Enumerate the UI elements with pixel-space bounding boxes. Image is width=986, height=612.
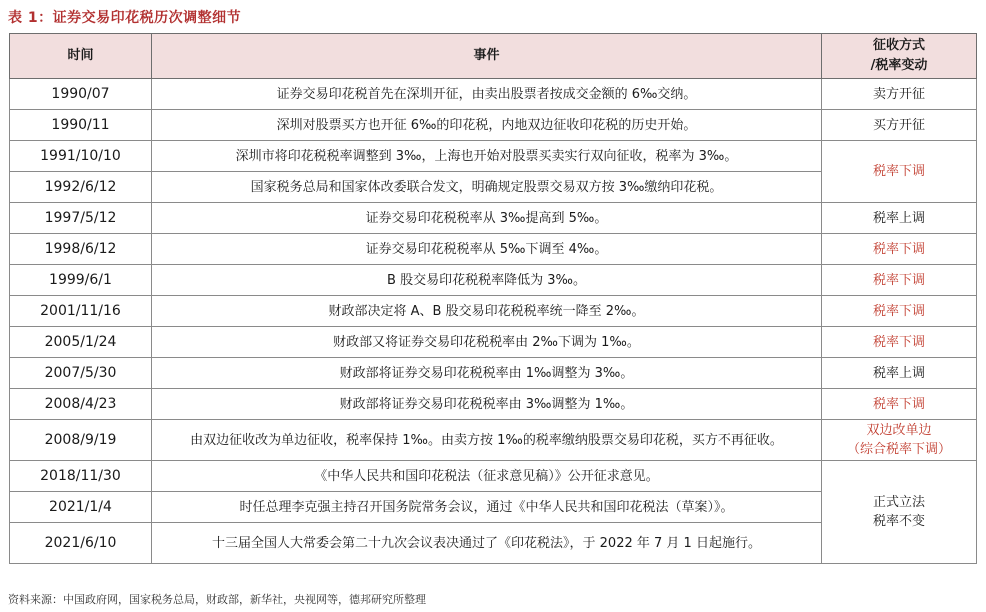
row-event: 《中华人民共和国印花税法（征求意见稿）》公开征求意见。 <box>152 461 822 492</box>
row-event: 财政部将证券交易印花税税率由 1‰调整为 3‰。 <box>152 358 822 389</box>
row-event-text: 由双边征收改为单边征收，税率保持 1‰。由卖方按 1‰的税率缴纳股票交易印花税，买方不再征收。 <box>190 432 783 448</box>
row-date: 2001/11/16 <box>10 296 152 327</box>
row-change-line2: 税率不变 <box>872 514 925 529</box>
row-change-line1: 双边改单边 <box>866 423 932 438</box>
row-change: 税率下调 <box>822 265 977 296</box>
row-event: 证券交易印花税首先在深圳开征，由卖出股票者按成交金额的 6‰交纳。 <box>152 79 822 110</box>
table-row <box>10 420 977 461</box>
source-note: 资料来源：中国政府网，国家税务总局，财政部，新华社，央视网等，德邦研究所整理 <box>8 593 426 606</box>
row-date: 2021/1/4 <box>10 492 152 523</box>
row-change: 税率下调 <box>822 234 977 265</box>
table-row <box>10 327 977 358</box>
row-date: 1997/5/12 <box>10 203 152 234</box>
header-method-line1: 征收方式 <box>872 38 925 53</box>
row-date: 1991/10/10 <box>10 141 152 172</box>
header-method-line2: /税率变动 <box>870 58 928 73</box>
row-change-line2: （综合税率下调） <box>846 442 951 457</box>
row-event: 深圳市将印花税税率调整到 3‰，上海也开始对股票买卖实行双向征收，税率为 3‰。 <box>152 141 822 172</box>
row-date: 2005/1/24 <box>10 327 152 358</box>
row-date: 1998/6/12 <box>10 234 152 265</box>
row-change: 卖方开征 <box>822 79 977 110</box>
row-change: 税率上调 <box>822 203 977 234</box>
table-row <box>10 110 977 141</box>
table-row <box>10 296 977 327</box>
row-event: 证券交易印花税税率从 3‰提高到 5‰。 <box>152 203 822 234</box>
row-change: 税率下调 <box>822 296 977 327</box>
row-date: 2007/5/30 <box>10 358 152 389</box>
row-event: 证券交易印花税税率从 5‰下调至 4‰。 <box>152 234 822 265</box>
table-row <box>10 79 977 110</box>
stamp-tax-table <box>9 33 977 564</box>
row-event: 财政部决定将 A、B 股交易印花税税率统一降至 2‰。 <box>152 296 822 327</box>
header-row <box>10 34 977 79</box>
table-row <box>10 389 977 420</box>
row-change <box>822 461 977 564</box>
row-change: 买方开征 <box>822 110 977 141</box>
row-change: 税率下调 <box>822 327 977 358</box>
row-event-text: 十三届全国人大常委会第二十九次会议表决通过了《印花税法》，于 2022 年 7 月 1 日起施行。 <box>212 535 761 551</box>
row-change: 税率下调 <box>822 389 977 420</box>
table-title: 表 1：证券交易印花税历次调整细节 <box>8 10 242 26</box>
row-event <box>152 420 822 461</box>
table-row <box>10 234 977 265</box>
row-date: 2021/6/10 <box>10 523 152 564</box>
row-date: 1992/6/12 <box>10 172 152 203</box>
header-method <box>822 34 977 79</box>
row-event: 深圳对股票买方也开征 6‰的印花税，内地双边征收印花税的历史开始。 <box>152 110 822 141</box>
row-change: 税率上调 <box>822 358 977 389</box>
row-date: 1990/07 <box>10 79 152 110</box>
row-date: 1990/11 <box>10 110 152 141</box>
header-time: 时间 <box>10 34 152 79</box>
row-change: 税率下调 <box>822 141 977 203</box>
row-date: 1999/6/1 <box>10 265 152 296</box>
row-change <box>822 420 977 461</box>
table-row <box>10 141 977 172</box>
row-event: 财政部又将证券交易印花税税率由 2‰下调为 1‰。 <box>152 327 822 358</box>
row-event: 国家税务总局和国家体改委联合发文，明确规定股票交易双方按 3‰缴纳印花税。 <box>152 172 822 203</box>
row-event <box>152 523 822 564</box>
row-date: 2008/4/23 <box>10 389 152 420</box>
table-row <box>10 461 977 492</box>
table-row <box>10 265 977 296</box>
row-event: B 股交易印花税税率降低为 3‰。 <box>152 265 822 296</box>
row-event: 财政部将证券交易印花税税率由 3‰调整为 1‰。 <box>152 389 822 420</box>
table-row <box>10 358 977 389</box>
row-date: 2008/9/19 <box>10 420 152 461</box>
table-row <box>10 203 977 234</box>
row-change-line1: 正式立法 <box>872 495 925 510</box>
row-event: 时任总理李克强主持召开国务院常务会议，通过《中华人民共和国印花税法（草案）》。 <box>152 492 822 523</box>
header-event: 事件 <box>152 34 822 79</box>
row-date: 2018/11/30 <box>10 461 152 492</box>
